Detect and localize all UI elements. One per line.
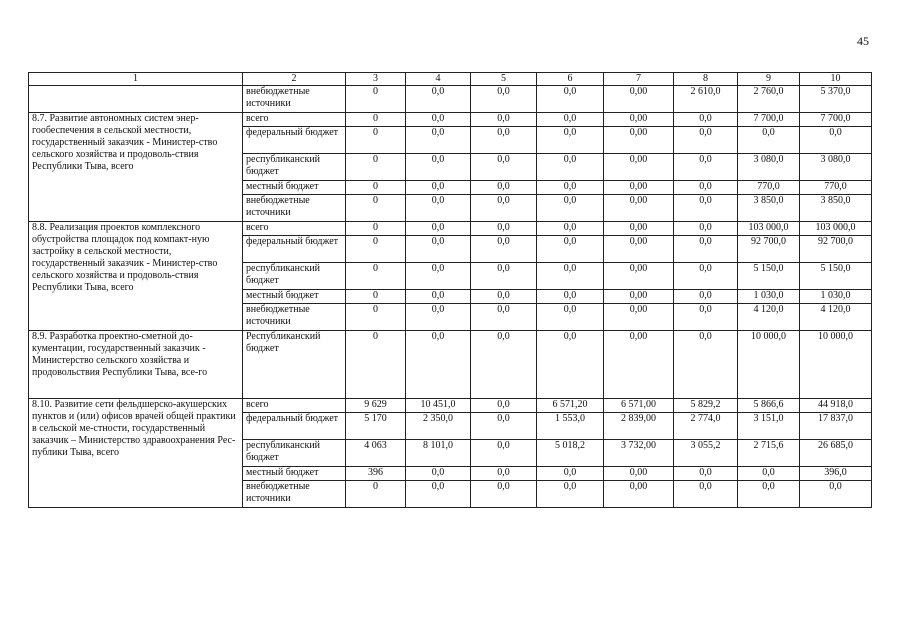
value-cell: 0,0: [537, 263, 604, 290]
value-cell: 10 451,0: [406, 399, 471, 413]
value-cell: 0,0: [800, 481, 872, 508]
value-cell: 5 866,6: [738, 399, 800, 413]
value-cell: 0,00: [604, 222, 674, 236]
value-cell: 0,0: [738, 481, 800, 508]
funding-source-cell: внебюджетные источники: [243, 481, 346, 508]
event-title-cell: 8.8. Реализация проектов комплексного обустройства площадок под компакт-ную застройку в сельской местности, государственный заказчик - Министер-ство сельского хозяйства и продоволь-ствия Республики Тыва, всего: [29, 222, 243, 331]
value-cell: 17 837,0: [800, 413, 872, 440]
value-cell: 0,0: [471, 467, 537, 481]
column-header: 7: [604, 73, 674, 86]
value-cell: 0: [346, 331, 406, 399]
value-cell: 0,0: [674, 154, 738, 181]
value-cell: 3 080,0: [800, 154, 872, 181]
column-header: 5: [471, 73, 537, 86]
value-cell: 0,0: [537, 290, 604, 304]
value-cell: 0,0: [471, 86, 537, 113]
column-number-row: [29, 73, 872, 86]
funding-source-cell: внебюджетные источники: [243, 195, 346, 222]
value-cell: 10 000,0: [800, 331, 872, 399]
value-cell: 3 732,00: [604, 440, 674, 467]
value-cell: 0,0: [471, 481, 537, 508]
value-cell: 0,0: [406, 290, 471, 304]
value-cell: 0: [346, 236, 406, 263]
value-cell: 0: [346, 86, 406, 113]
value-cell: 3 055,2: [674, 440, 738, 467]
value-cell: 0,0: [738, 127, 800, 154]
value-cell: 0,0: [471, 154, 537, 181]
value-cell: 0: [346, 127, 406, 154]
funding-source-cell: внебюджетные источники: [243, 304, 346, 331]
funding-source-cell: местный бюджет: [243, 467, 346, 481]
value-cell: 0,00: [604, 481, 674, 508]
value-cell: 0,0: [674, 195, 738, 222]
value-cell: 0,0: [471, 113, 537, 127]
value-cell: 0,00: [604, 467, 674, 481]
value-cell: 103 000,0: [738, 222, 800, 236]
value-cell: 0,0: [674, 263, 738, 290]
value-cell: 0,00: [604, 113, 674, 127]
value-cell: 0,0: [537, 86, 604, 113]
value-cell: 2 715,6: [738, 440, 800, 467]
value-cell: 2 774,0: [674, 413, 738, 440]
value-cell: 10 000,0: [738, 331, 800, 399]
value-cell: 0,0: [406, 467, 471, 481]
value-cell: 0,0: [406, 181, 471, 195]
funding-source-cell: федеральный бюджет: [243, 127, 346, 154]
value-cell: 5 829,2: [674, 399, 738, 413]
value-cell: 0,0: [674, 331, 738, 399]
value-cell: 5 370,0: [800, 86, 872, 113]
column-header: 2: [243, 73, 346, 86]
value-cell: 396: [346, 467, 406, 481]
value-cell: 0,0: [674, 127, 738, 154]
value-cell: 44 918,0: [800, 399, 872, 413]
table-row: [29, 113, 872, 127]
value-cell: 0,0: [674, 304, 738, 331]
value-cell: 770,0: [738, 181, 800, 195]
value-cell: 8 101,0: [406, 440, 471, 467]
value-cell: 2 839,00: [604, 413, 674, 440]
table-row: [29, 222, 872, 236]
value-cell: 0: [346, 154, 406, 181]
value-cell: 92 700,0: [738, 236, 800, 263]
value-cell: 4 120,0: [738, 304, 800, 331]
table-body: [29, 86, 872, 508]
value-cell: 0,00: [604, 331, 674, 399]
column-header: 8: [674, 73, 738, 86]
value-cell: 0,0: [471, 236, 537, 263]
value-cell: 0,00: [604, 304, 674, 331]
funding-source-cell: местный бюджет: [243, 290, 346, 304]
value-cell: 0,00: [604, 195, 674, 222]
funding-source-cell: всего: [243, 222, 346, 236]
event-title-cell: [29, 86, 243, 113]
value-cell: 0,0: [471, 263, 537, 290]
value-cell: 0,00: [604, 181, 674, 195]
value-cell: 770,0: [800, 181, 872, 195]
value-cell: 0,0: [537, 467, 604, 481]
value-cell: 2 610,0: [674, 86, 738, 113]
value-cell: 0,0: [674, 467, 738, 481]
budget-table: [28, 72, 872, 508]
table-row: [29, 399, 872, 413]
value-cell: 5 018,2: [537, 440, 604, 467]
value-cell: 0,0: [406, 331, 471, 399]
value-cell: 7 700,0: [738, 113, 800, 127]
value-cell: 0,0: [674, 113, 738, 127]
value-cell: 0,0: [537, 236, 604, 263]
value-cell: 0: [346, 290, 406, 304]
funding-source-cell: Республиканский бюджет: [243, 331, 346, 399]
value-cell: 0,0: [738, 467, 800, 481]
value-cell: 0,0: [800, 127, 872, 154]
value-cell: 0,0: [537, 113, 604, 127]
value-cell: 3 850,0: [800, 195, 872, 222]
value-cell: 1 553,0: [537, 413, 604, 440]
value-cell: 0,0: [406, 154, 471, 181]
value-cell: 0,0: [406, 304, 471, 331]
funding-source-cell: федеральный бюджет: [243, 413, 346, 440]
value-cell: 0,0: [537, 154, 604, 181]
value-cell: 396,0: [800, 467, 872, 481]
value-cell: 0,00: [604, 127, 674, 154]
value-cell: 3 080,0: [738, 154, 800, 181]
value-cell: 6 571,00: [604, 399, 674, 413]
funding-source-cell: всего: [243, 399, 346, 413]
value-cell: 0,0: [537, 222, 604, 236]
value-cell: 0,0: [674, 290, 738, 304]
value-cell: 103 000,0: [800, 222, 872, 236]
value-cell: 0,0: [674, 222, 738, 236]
value-cell: 0,0: [406, 113, 471, 127]
column-header: 6: [537, 73, 604, 86]
value-cell: 0,0: [471, 222, 537, 236]
value-cell: 0,0: [537, 481, 604, 508]
funding-source-cell: федеральный бюджет: [243, 236, 346, 263]
column-header: 10: [800, 73, 872, 86]
value-cell: 0,00: [604, 236, 674, 263]
value-cell: 0,0: [537, 127, 604, 154]
value-cell: 4 063: [346, 440, 406, 467]
value-cell: 0,0: [674, 181, 738, 195]
value-cell: 0,0: [537, 181, 604, 195]
value-cell: 4 120,0: [800, 304, 872, 331]
table-row: [29, 86, 872, 113]
event-title-cell: 8.10. Развитие сети фельдшерско-акушерских пунктов и (или) офисов врачей общей практики в сельской ме-стности, государственный заказчик – Министерство здравоохранения Рес-публики Тыва, всего: [29, 399, 243, 508]
column-header: 3: [346, 73, 406, 86]
value-cell: 0: [346, 263, 406, 290]
value-cell: 1 030,0: [800, 290, 872, 304]
table-row: [29, 331, 872, 399]
value-cell: 0,00: [604, 290, 674, 304]
funding-source-cell: республиканский бюджет: [243, 263, 346, 290]
value-cell: 3 151,0: [738, 413, 800, 440]
column-header: 1: [29, 73, 243, 86]
value-cell: 0,0: [406, 195, 471, 222]
value-cell: 0: [346, 481, 406, 508]
value-cell: 0,0: [537, 331, 604, 399]
value-cell: 0,0: [674, 481, 738, 508]
value-cell: 0,0: [674, 236, 738, 263]
value-cell: 3 850,0: [738, 195, 800, 222]
value-cell: 0,0: [471, 127, 537, 154]
value-cell: 2 760,0: [738, 86, 800, 113]
value-cell: 0,0: [406, 236, 471, 263]
value-cell: 9 629: [346, 399, 406, 413]
value-cell: 0,0: [471, 331, 537, 399]
value-cell: 0: [346, 304, 406, 331]
funding-source-cell: внебюджетные источники: [243, 86, 346, 113]
value-cell: 0: [346, 195, 406, 222]
value-cell: 26 685,0: [800, 440, 872, 467]
value-cell: 0,0: [471, 440, 537, 467]
page-number: 45: [857, 34, 869, 48]
value-cell: 0,00: [604, 263, 674, 290]
value-cell: 7 700,0: [800, 113, 872, 127]
value-cell: 2 350,0: [406, 413, 471, 440]
event-title-cell: 8.9. Разработка проектно-сметной до-кументации, государственный заказчик - Министерство сельского хозяйства и продовольствия Республики Тыва, все-го: [29, 331, 243, 399]
value-cell: 0,0: [471, 181, 537, 195]
value-cell: 6 571,20: [537, 399, 604, 413]
value-cell: 0,0: [406, 263, 471, 290]
value-cell: 0,0: [537, 304, 604, 331]
event-title-cell: 8.7. Развитие автономных систем энер-гообеспечения в сельской местности, государственный заказчик - Министер-ство сельского хозяйства и продоволь-ствия Республики Тыва, всего: [29, 113, 243, 222]
value-cell: 0,0: [471, 195, 537, 222]
value-cell: 5 150,0: [800, 263, 872, 290]
value-cell: 0,0: [406, 222, 471, 236]
funding-source-cell: республиканский бюджет: [243, 440, 346, 467]
value-cell: 0,0: [471, 290, 537, 304]
funding-source-cell: всего: [243, 113, 346, 127]
value-cell: 0,00: [604, 86, 674, 113]
value-cell: 0: [346, 181, 406, 195]
value-cell: 0: [346, 113, 406, 127]
column-header: 4: [406, 73, 471, 86]
value-cell: 0,00: [604, 154, 674, 181]
funding-source-cell: республиканский бюджет: [243, 154, 346, 181]
funding-source-cell: местный бюджет: [243, 181, 346, 195]
value-cell: 1 030,0: [738, 290, 800, 304]
value-cell: 5 150,0: [738, 263, 800, 290]
value-cell: 0: [346, 222, 406, 236]
value-cell: 0,0: [471, 399, 537, 413]
value-cell: 0,0: [471, 413, 537, 440]
value-cell: 0,0: [537, 195, 604, 222]
value-cell: 0,0: [406, 481, 471, 508]
value-cell: 5 170: [346, 413, 406, 440]
value-cell: 0,0: [406, 127, 471, 154]
column-header: 9: [738, 73, 800, 86]
value-cell: 92 700,0: [800, 236, 872, 263]
value-cell: 0,0: [471, 304, 537, 331]
value-cell: 0,0: [406, 86, 471, 113]
